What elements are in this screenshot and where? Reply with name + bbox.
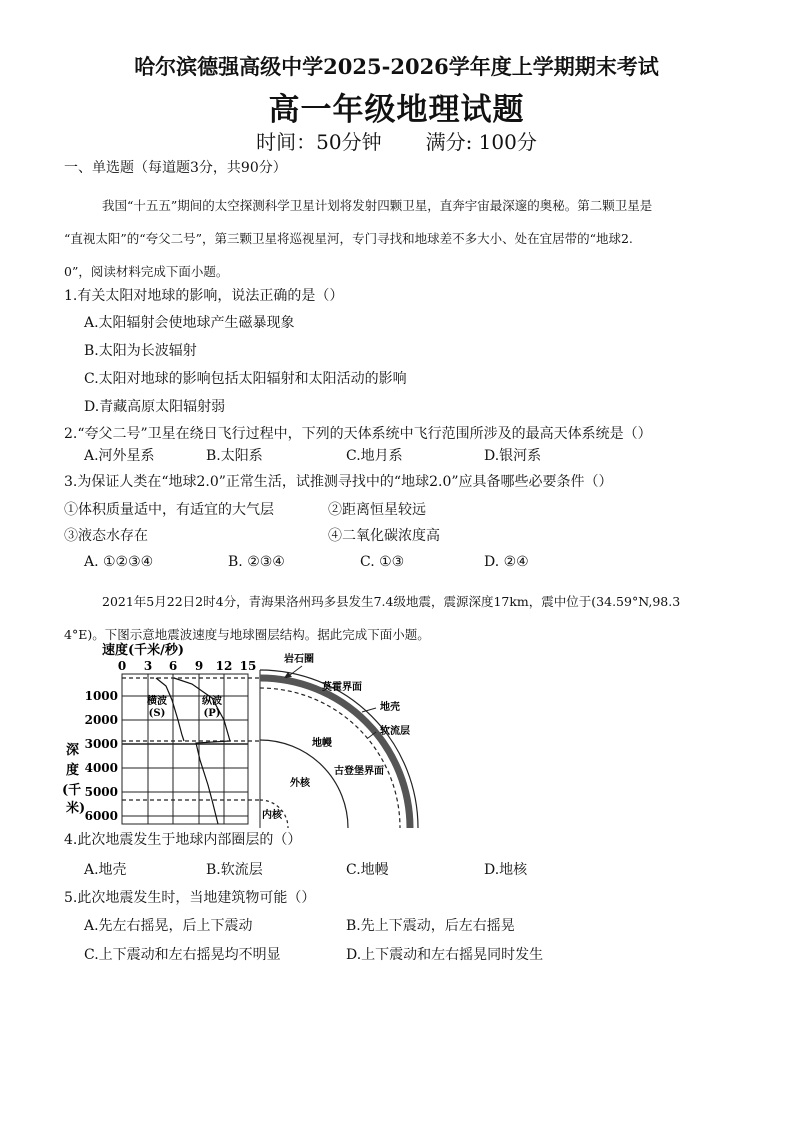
subject-title: 高一年级地理试题 [268,92,525,128]
q3-option-b: B. ②③④ [228,554,285,570]
speed-axis-title: 速度(千米/秒) [102,643,185,658]
earth-structure-section [260,652,418,828]
lithosphere-label: 岩石圈 [284,654,314,665]
q3-condition-1: ①体积质量适中，有适宜的大气层 [64,502,274,518]
q1-option-d: D.青藏高原太阳辐射弱 [84,399,226,415]
q5-option-b: B.先上下震动，后左右摇晃 [346,918,515,934]
q3-option-d: D. ②④ [484,554,529,570]
lithosphere-band [260,678,410,828]
gutenberg-label: 古登堡界面 [334,766,384,777]
q5-option-a: A.先左右摇晃，后上下震动 [84,918,253,934]
speed-tick-15: 15 [239,659,257,673]
q1-stem: 1.有关太阳对地球的影响，说法正确的是（） [64,288,344,304]
velocity-depth-chart [62,642,260,824]
speed-tick-12: 12 [215,659,233,673]
passage1-line2: “直视太阳”的“夸父二号”，第三颗卫星将巡视星河，专门寻找和地球差不多大小、处在宜居带的“地球2. [64,231,633,246]
q4-option-d: D.地核 [484,862,528,878]
depth-axis-title [62,742,85,816]
school-title: 哈尔滨德强高级中学2025-2026学年度上学期期末考试 [134,54,659,79]
q4-stem: 4.此次地震发生于地球内部圈层的（） [64,832,302,848]
svg-text:米): 米) [66,801,86,816]
svg-text:深: 深 [66,743,80,758]
passage1-line1: 我国“十五五”期间的太空探测科学卫星计划将发射四颗卫星，直奔宇宙最深邃的奥秘。第二颗卫星是 [102,198,653,213]
q1-option-a: A.太阳辐射会使地球产生磁暴现象 [84,315,295,331]
crust-label: 地壳 [380,702,400,713]
asthenosphere-label: 软流层 [380,726,410,737]
s-wave-label: 横波 [147,696,167,707]
section-title: 一、单选题（每道题3分，共90分） [64,160,287,176]
q4-option-c: C.地幔 [346,862,389,878]
depth-tick-2000: 2000 [84,713,118,727]
depth-tick-3000: 3000 [84,737,118,751]
passage2-line2: 4°E)。下图示意地震波速度与地球圈层结构。据此完成下面小题。 [64,627,430,642]
svg-text:(千: (千 [62,783,82,798]
moho-label: 莫霍界面 [322,682,362,693]
q3-condition-4: ④二氧化碳浓度高 [328,528,440,544]
q2-stem: 2.“夸父二号”卫星在绕日飞行过程中，下列的天体系统中飞行范围所涉及的最高天体系统是（） [64,426,652,442]
time-label: 时间：50分钟 [256,130,382,154]
speed-tick-3: 3 [143,659,153,673]
p-wave-label: 纵波 [202,696,222,707]
q3-option-a: A. ①②③④ [84,554,154,570]
q2-option-c: C.地月系 [346,448,403,464]
depth-tick-6000: 6000 [84,809,118,823]
p-wave-symbol: (P) [203,708,221,719]
passage1-line3: 0”，阅读材料完成下面小题。 [64,264,229,279]
q3-condition-3: ③液态水存在 [64,528,148,544]
q1-option-b: B.太阳为长波辐射 [84,343,197,359]
q3-stem: 3.为保证人类在“地球2.0”正常生活，试推测寻找中的“地球2.0”应具备哪些必要条件（） [64,474,613,490]
speed-tick-0: 0 [117,659,127,673]
q2-option-d: D.银河系 [484,448,542,464]
score-label: 满分: 100分 [425,130,537,154]
depth-tick-4000: 4000 [84,761,118,775]
seismic-wave-diagram [62,640,442,830]
q4-option-a: A.地壳 [84,862,127,878]
passage2-line1: 2021年5月22日2时4分，青海果洛州玛多县发生7.4级地震，震源深度17km，震中位于(34.59°N,98.3 [102,594,681,609]
mantle-label: 地幔 [312,738,332,749]
q2-option-a: A.河外星系 [84,448,155,464]
depth-tick-1000: 1000 [84,689,118,703]
depth-tick-5000: 5000 [84,785,118,799]
speed-tick-6: 6 [168,659,178,673]
s-wave-symbol: (S) [148,708,166,719]
inner-core-label: 内核 [262,810,282,821]
q1-option-c: C.太阳对地球的影响包括太阳辐射和太阳活动的影响 [84,371,407,387]
exam-info [0,126,793,155]
chart-grid [122,674,248,824]
q4-option-b: B.软流层 [206,862,263,878]
speed-tick-9: 9 [194,659,204,673]
q5-option-c: C.上下震动和左右摇晃均不明显 [84,947,281,963]
q2-option-b: B.太阳系 [206,448,263,464]
q3-option-c: C. ①③ [360,554,405,570]
outer-core-label: 外核 [290,778,310,789]
svg-text:度: 度 [66,763,80,778]
q5-option-d: D.上下震动和左右摇晃同时发生 [346,947,544,963]
q3-condition-2: ②距离恒星较远 [328,502,426,518]
q5-stem: 5.此次地震发生时，当地建筑物可能（） [64,890,316,906]
